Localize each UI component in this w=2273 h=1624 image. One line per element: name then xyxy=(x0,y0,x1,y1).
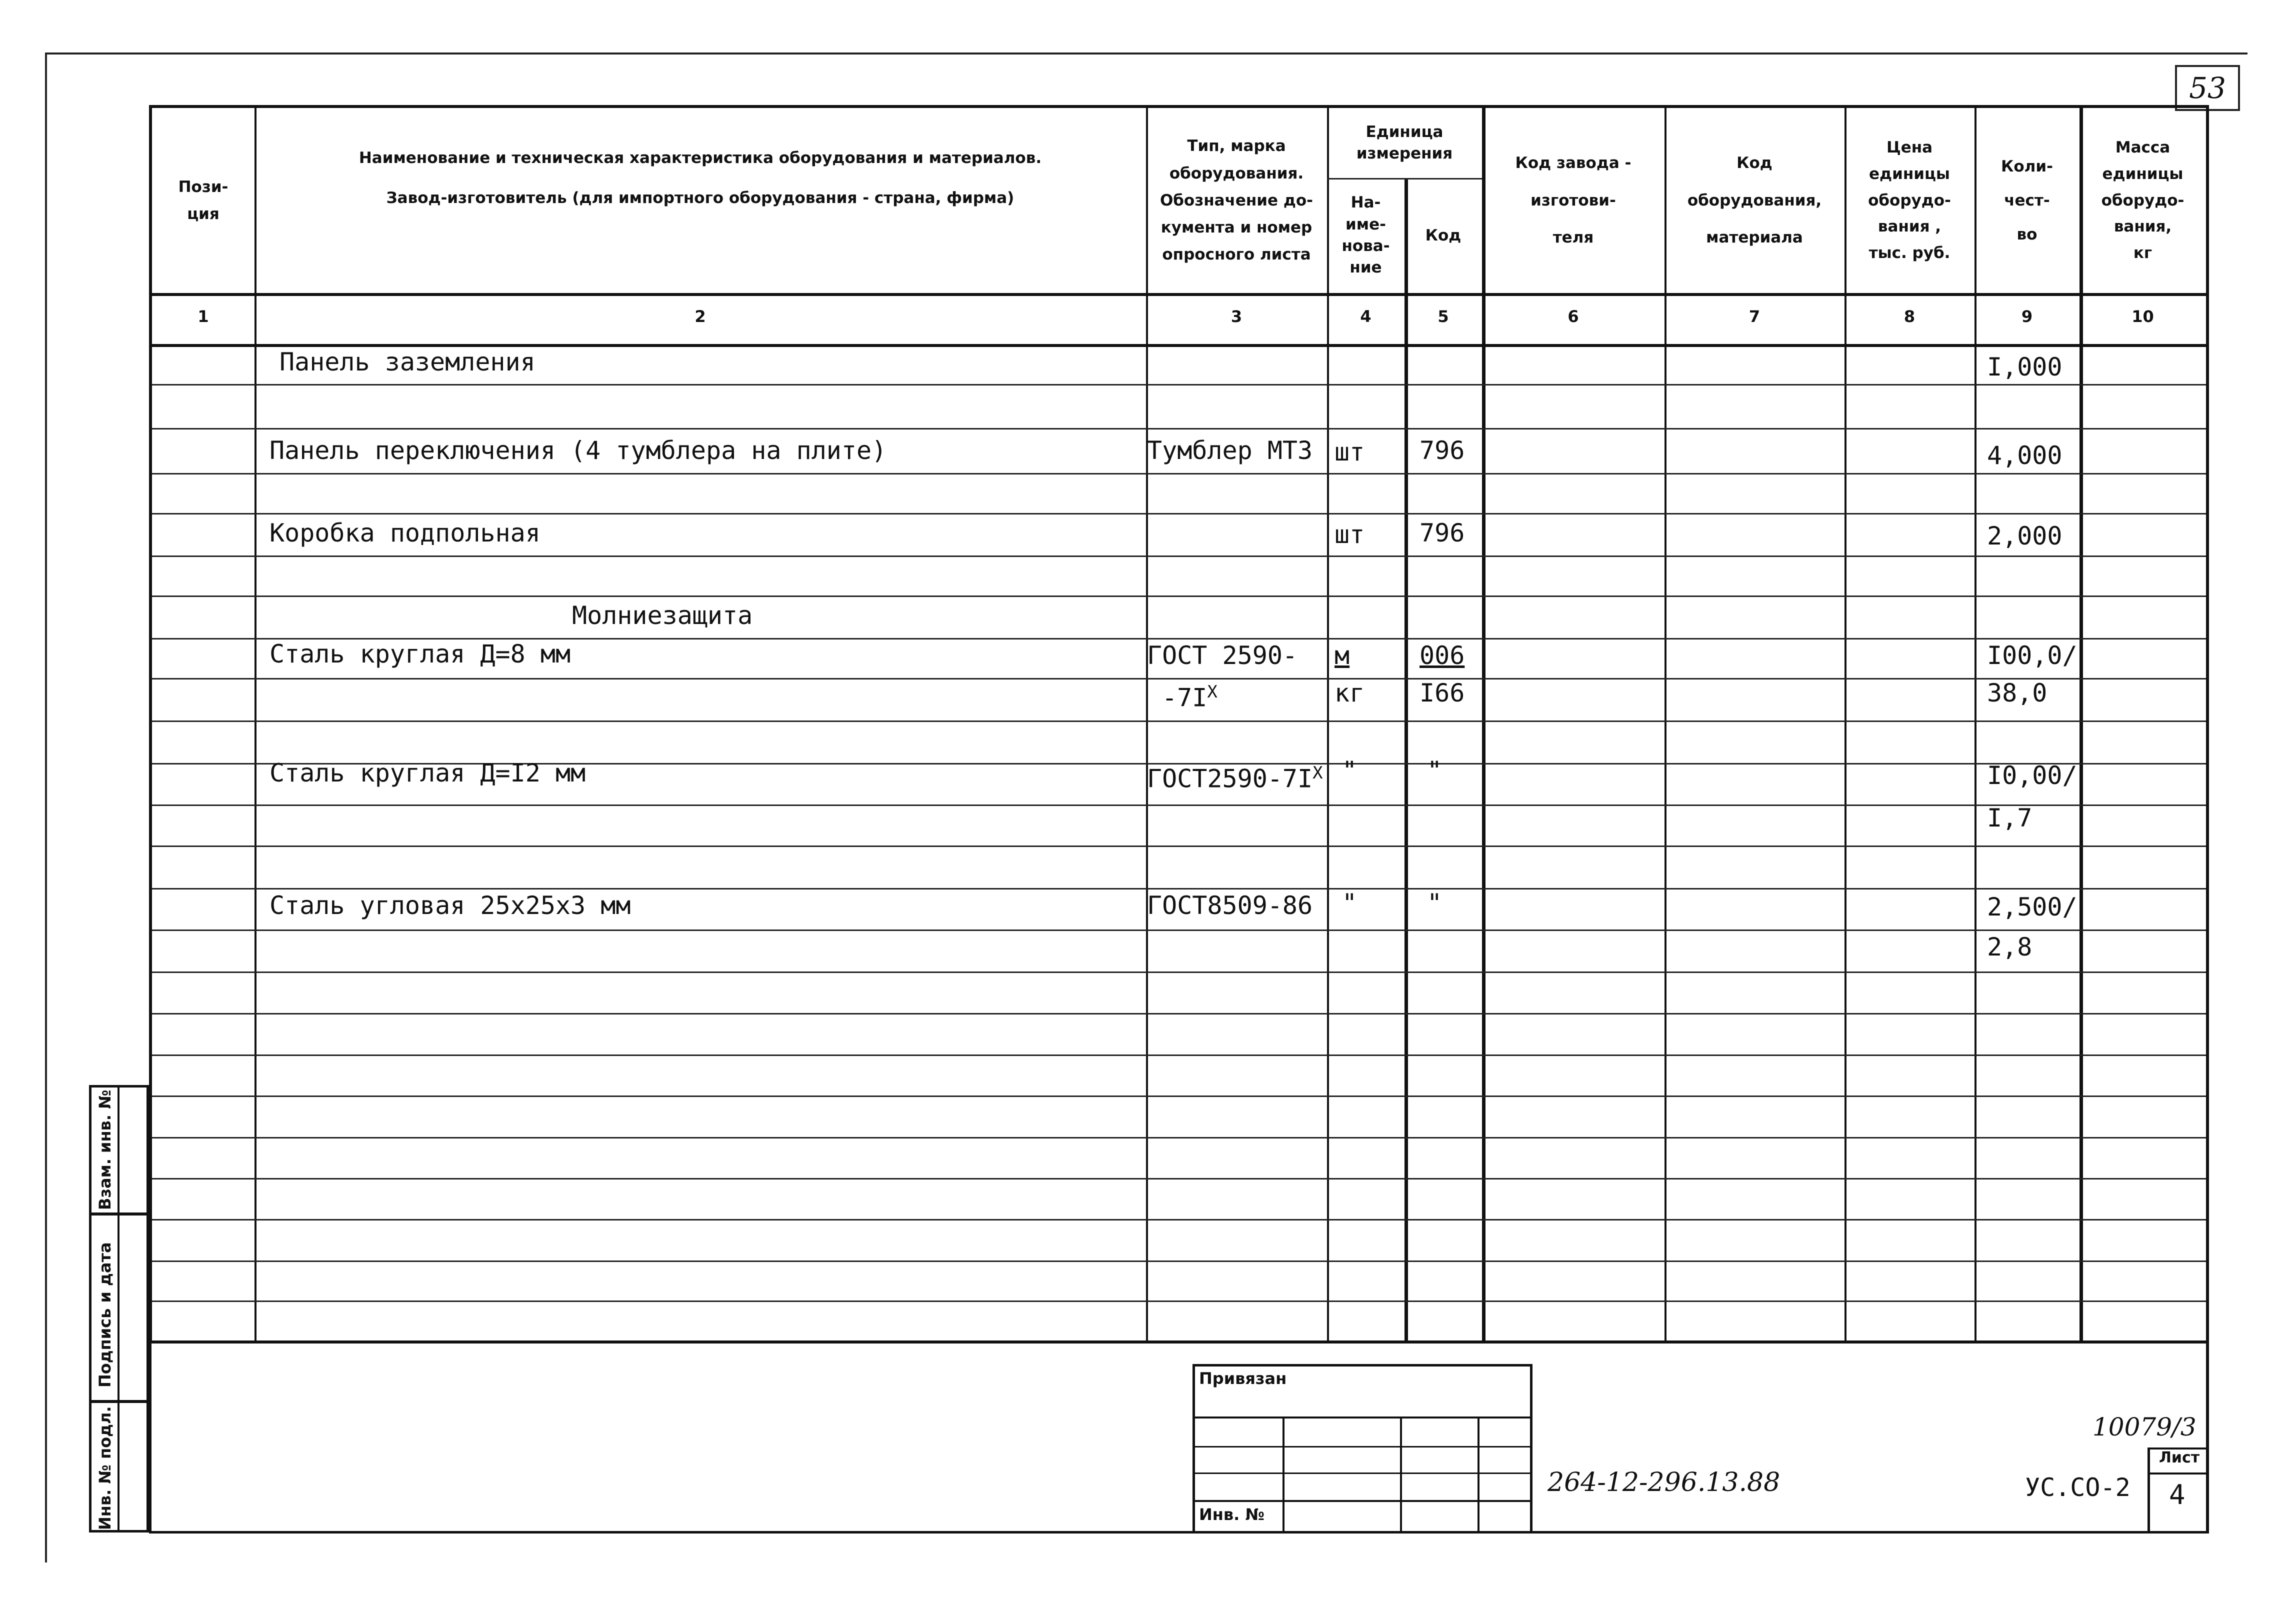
tb-line xyxy=(1192,1500,1532,1502)
header-position: Пози- ция xyxy=(178,178,228,223)
item-quantity: I,000 xyxy=(1987,352,2062,382)
item-name: Панель заземления xyxy=(280,348,536,376)
row-line xyxy=(152,846,2206,847)
item-quantity: 2,8 xyxy=(1987,932,2032,962)
tb-line xyxy=(2148,1472,2208,1474)
specification-table xyxy=(149,105,2209,1344)
header-plant-code: Код завода - изготови- теля xyxy=(1515,154,1632,247)
tb-line xyxy=(1530,1364,1532,1531)
item-quantity: I00,0/ xyxy=(1987,641,2078,670)
inv-no-label: Инв. № xyxy=(1199,1505,1264,1524)
sheet-right-line xyxy=(2206,1340,2209,1534)
item-unit-code: " xyxy=(1427,756,1442,785)
row-line xyxy=(152,972,2206,973)
column-number: 3 xyxy=(1230,307,1242,326)
header-unit: Единица измерения xyxy=(1356,122,1453,162)
item-unit: шт xyxy=(1334,520,1365,549)
tb-line xyxy=(1192,1364,1532,1366)
row-line xyxy=(152,1219,2206,1220)
row-line xyxy=(152,930,2206,931)
column-number: 4 xyxy=(1360,307,1372,326)
item-quantity: 2,500/ xyxy=(1987,892,2078,922)
item-name: Сталь угловая 25х25х3 мм xyxy=(270,891,631,920)
header-unit-name: На- име- нова- ние xyxy=(1342,194,1390,277)
page-number: 53 xyxy=(2175,65,2240,111)
column-number: 5 xyxy=(1438,307,1449,326)
header-price: Цена единицы оборудо- вания , тыс. руб. xyxy=(1868,138,1951,262)
stamp-inv: Инв. № подл. xyxy=(96,1406,114,1530)
drawing-code: УС.СО-2 xyxy=(2025,1473,2130,1502)
stamp-podpis: Подпись и дата xyxy=(96,1242,114,1388)
item-quantity: 4,000 xyxy=(1987,441,2062,470)
column-number: 2 xyxy=(694,307,706,326)
row-line xyxy=(152,513,2206,514)
column-number: 1 xyxy=(198,307,209,326)
sheet-left-line xyxy=(149,1340,152,1534)
section-heading: Молниезащита xyxy=(572,601,753,630)
stamp-divider xyxy=(92,1400,149,1403)
tb-line xyxy=(1192,1416,1532,1418)
row-line xyxy=(152,556,2206,557)
document-number: 264-12-296.13.88 xyxy=(1548,1468,1780,1498)
item-type: Тумблер МТЗ xyxy=(1147,436,1313,465)
tb-line xyxy=(1192,1364,1195,1531)
header-equipment-code: Код оборудования, материала xyxy=(1687,154,1822,247)
item-type: $ГОСТ2590-7I^X$ xyxy=(1147,763,1323,794)
header-type: Тип, марка оборудования. Обозначение до- кумента и номер опросного листа xyxy=(1160,137,1314,264)
item-name: Панель переключения (4 тумблера на плите) xyxy=(270,436,887,465)
row-line xyxy=(152,720,2206,722)
privyazan-label: Привязан xyxy=(1199,1369,1287,1388)
list-number: 4 xyxy=(2169,1479,2186,1510)
row-line xyxy=(152,428,2206,430)
item-unit: " xyxy=(1342,888,1358,918)
sheet-bottom-line xyxy=(149,1531,2209,1534)
item-unit: шт xyxy=(1334,438,1365,466)
item-quantity: 2,000 xyxy=(1987,522,2062,550)
row-line xyxy=(152,1054,2206,1056)
tb-line xyxy=(1400,1416,1402,1531)
header-name-line1: Наименование и техническая характеристика оборудования и материалов. xyxy=(358,148,1042,167)
tb-line xyxy=(1478,1416,1480,1531)
row-line xyxy=(152,1096,2206,1097)
column-number: 10 xyxy=(2132,307,2154,326)
archive-number: 10079/3 xyxy=(2092,1412,2196,1442)
item-unit-code: 796 xyxy=(1420,436,1465,465)
item-quantity: I0,00/ xyxy=(1987,761,2078,790)
row-line xyxy=(152,1137,2206,1138)
tb-line xyxy=(1192,1446,1532,1448)
item-type: ГОСТ 2590- xyxy=(1147,641,1298,670)
row-line xyxy=(152,473,2206,474)
column-number: 8 xyxy=(1904,307,1916,326)
col-divider xyxy=(1404,178,1408,1340)
list-label: Лист xyxy=(2159,1449,2200,1466)
item-unit-code: " xyxy=(1427,888,1442,918)
header-mass: Масса единицы оборудо- вания, кг xyxy=(2101,138,2184,262)
item-type: $-7I^X$ xyxy=(1162,682,1218,712)
item-name: Коробка подпольная xyxy=(270,518,540,548)
column-number: 7 xyxy=(1748,307,1760,326)
header-name-line2: Завод-изготовитель (для импортного оборудования - страна, фирма) xyxy=(386,188,1014,207)
tb-line xyxy=(2148,1448,2150,1531)
column-number: 9 xyxy=(2021,307,2033,326)
tb-line xyxy=(1192,1472,1532,1474)
header-unit-code: Код xyxy=(1425,226,1462,244)
row-line xyxy=(152,1013,2206,1014)
left-stamp xyxy=(89,1085,149,1532)
item-unit-code: 006 xyxy=(1420,641,1465,670)
item-unit: " xyxy=(1342,756,1358,785)
tb-line xyxy=(1282,1416,1284,1531)
item-unit: м xyxy=(1334,641,1350,670)
stamp-column xyxy=(118,1088,120,1530)
item-quantity: I,7 xyxy=(1987,804,2032,832)
row-line xyxy=(152,804,2206,806)
item-name: Сталь круглая Д=8 мм xyxy=(270,640,571,668)
item-unit-code: 796 xyxy=(1420,518,1465,548)
item-quantity: 38,0 xyxy=(1987,678,2048,708)
stamp-divider xyxy=(92,1212,149,1216)
row-line xyxy=(152,1260,2206,1262)
row-line xyxy=(152,1300,2206,1302)
column-number: 6 xyxy=(1568,307,1579,326)
item-name: Сталь круглая Д=I2 мм xyxy=(270,758,586,788)
row-line xyxy=(152,596,2206,597)
stamp-vzam: Взам. инв. № xyxy=(96,1090,114,1210)
header-quantity: Коли- чест- во xyxy=(2001,157,2053,244)
item-type: ГОСТ8509-86 xyxy=(1147,891,1313,920)
item-unit-code: I66 xyxy=(1420,678,1465,708)
item-unit: кг xyxy=(1334,678,1365,708)
header-separator xyxy=(152,293,2206,296)
row-line xyxy=(152,384,2206,386)
row-line xyxy=(152,888,2206,890)
row-line xyxy=(152,1178,2206,1180)
